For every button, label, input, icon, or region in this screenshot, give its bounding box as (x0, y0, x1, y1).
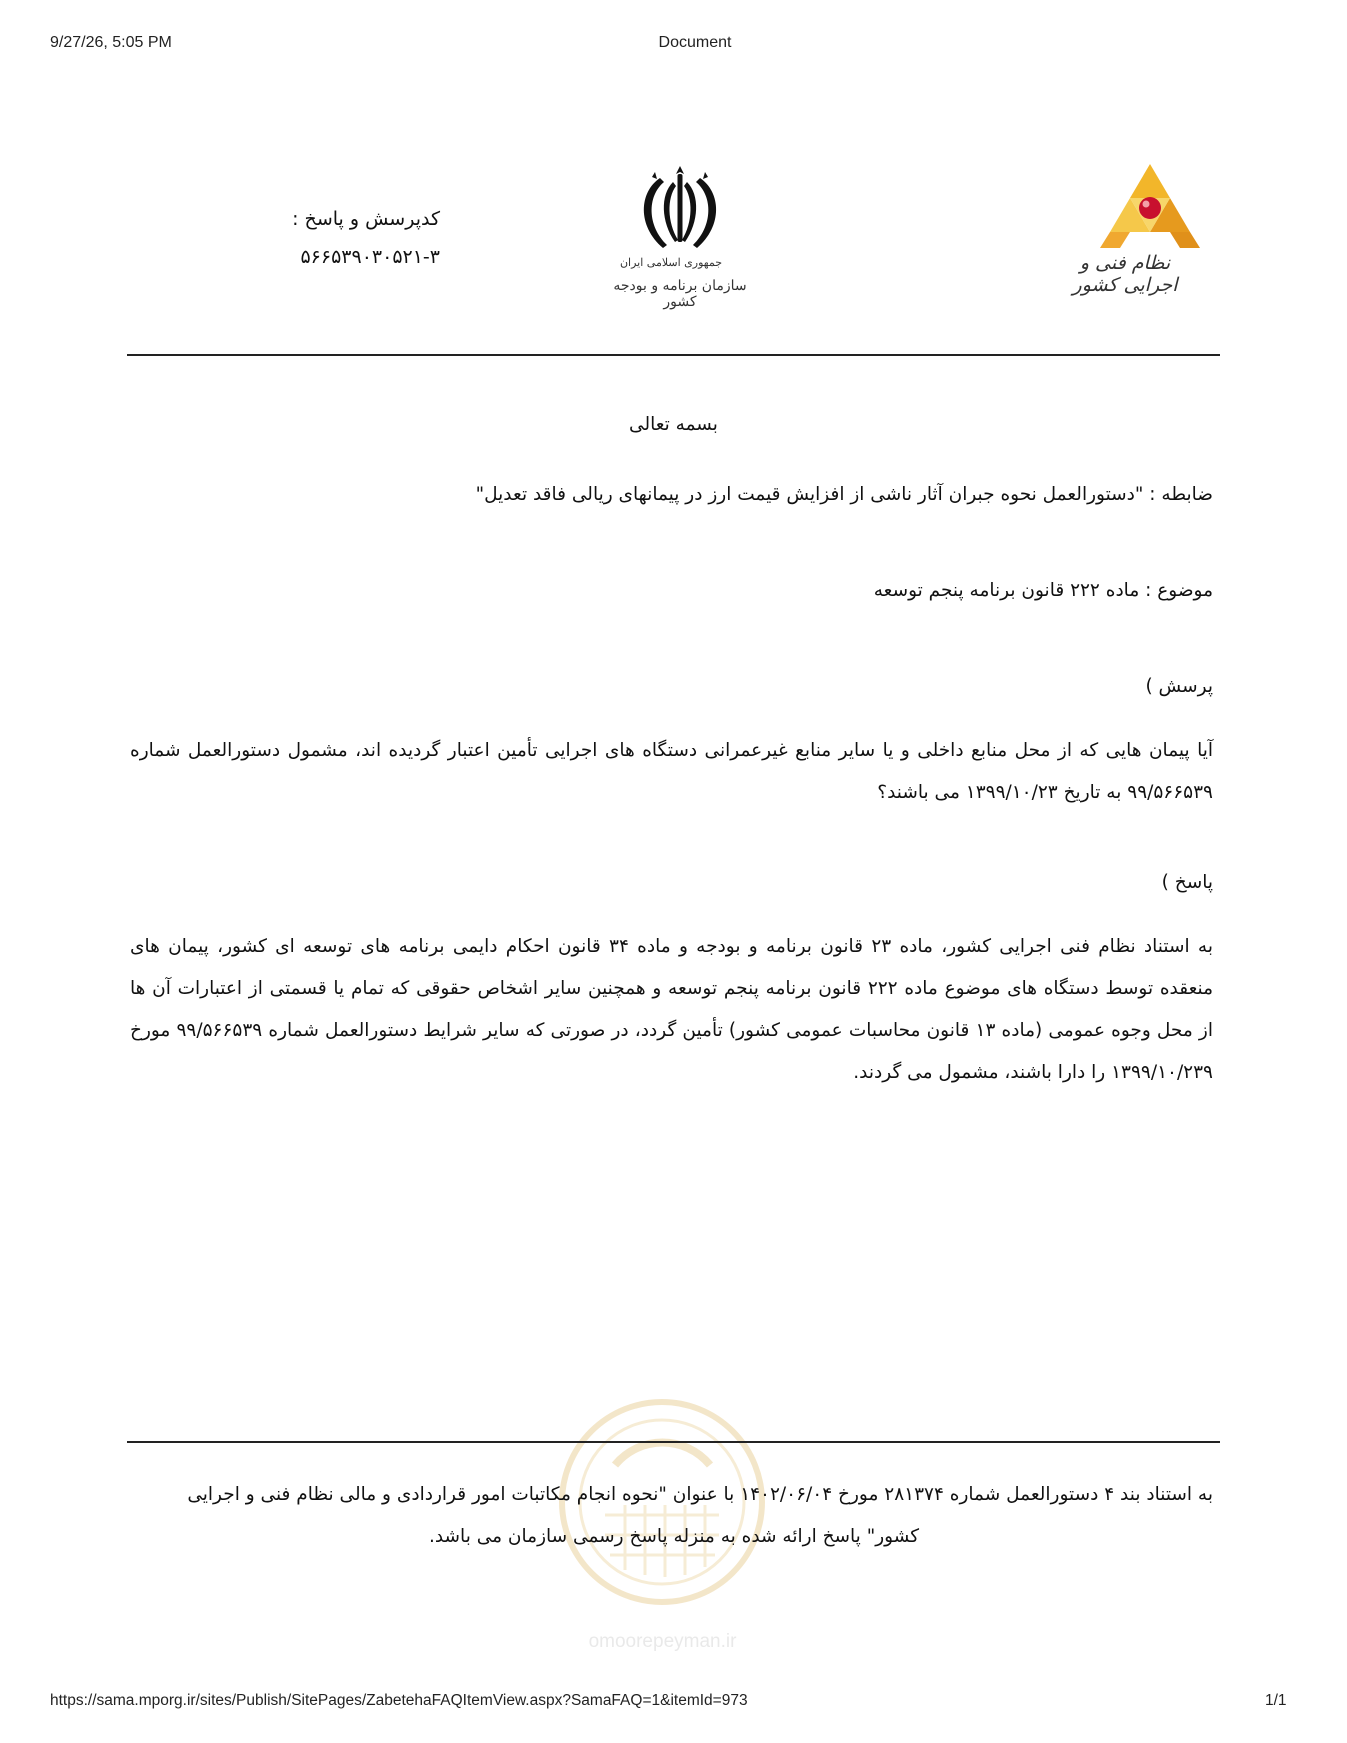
header-divider (127, 354, 1220, 356)
iran-emblem-icon (605, 160, 755, 260)
code-value: ۵۶۶۵۳۹۰۳۰۵۲۱-۳ (300, 246, 440, 268)
print-page-number: 1/1 (1265, 1692, 1287, 1709)
question-text: آیا پیمان هایی که از محل منابع داخلی و یا سایر منابع غیرعمرانی دستگاه های اجرایی تأمین اعتبار گردیده اند، مشمول دستورالعمل شماره ۹۹/۵۶۶۵۳۹ به تاریخ ۱۳۹۹/۱۰/۲۳ می باشند؟ (130, 740, 1213, 803)
nezam-fanni-logo-icon (1090, 160, 1210, 250)
print-title: Document (658, 34, 732, 51)
nezam-fanni-logo (1060, 160, 1220, 310)
question-label: پرسش ) (1145, 676, 1213, 697)
logo-text: نظام فنی و اجرایی کشور (1072, 252, 1178, 296)
print-datetime: 9/27/26, 5:05 PM (50, 34, 172, 51)
footer-note: به استناد بند ۴ دستورالعمل شماره ۲۸۱۳۷۴ مورخ ۱۴۰۲/۰۶/۰۴ با عنوان "نحوه انجام مکاتبات امور قراردادی و مالی نظام فنی و اجرایی کشور" پاسخ ارائه شده به منزله پاسخ رسمی سازمان می باشد. (187, 1484, 1213, 1547)
answer-text: به استناد نظام فنی اجرایی کشور، ماده ۲۳ قانون برنامه و بودجه و ماده ۳۴ قانون احکام دایمی برنامه های توسعه ای کشور، پیمان های منعقده توسط دستگاه های موضوع ماده ۲۲۲ قانون برنامه پنجم توسعه و همچنین سایر اشخاص حقوقی که تمام یا قسمتی از اعتبارات آن ها از محل وجوه عمومی (ماده ۱۳ قانون محاسبات عمومی کشور) تأمین گردد، در صورتی که سایر شرایط دستورالعمل شماره ۹۹/۵۶۶۵۳۹ مورخ ۱۳۹۹/۱۰/۲۳۹ را دارا باشند، مشمول می گردند. (130, 936, 1214, 1083)
answer-label: پاسخ ) (1161, 872, 1213, 893)
zabeteh-line: ضابطه : "دستورالعمل نحوه جبران آثار ناشی از افزایش قیمت ارز در پیمانهای ریالی فاقد تعدیل" (475, 484, 1213, 505)
salutation: بسمه تعالی (629, 414, 718, 435)
print-url: https://sama.mporg.ir/sites/Publish/SitePages/ZabetehaFAQItemView.aspx?SamaFAQ=1&itemId=973 (50, 1692, 748, 1709)
emblem (605, 160, 755, 310)
watermark-text: omoorepeyman.ir (588, 1631, 737, 1652)
emblem-line1: جمهوری اسلامی ایران (619, 256, 723, 269)
emblem-line2: سازمان برنامه و بودجه کشور (613, 278, 747, 310)
subject-line: موضوع : ماده ۲۲۲ قانون برنامه پنجم توسعه (873, 580, 1213, 601)
code-label: کدپرسش و پاسخ : (292, 208, 440, 230)
footer-divider (127, 1441, 1220, 1443)
